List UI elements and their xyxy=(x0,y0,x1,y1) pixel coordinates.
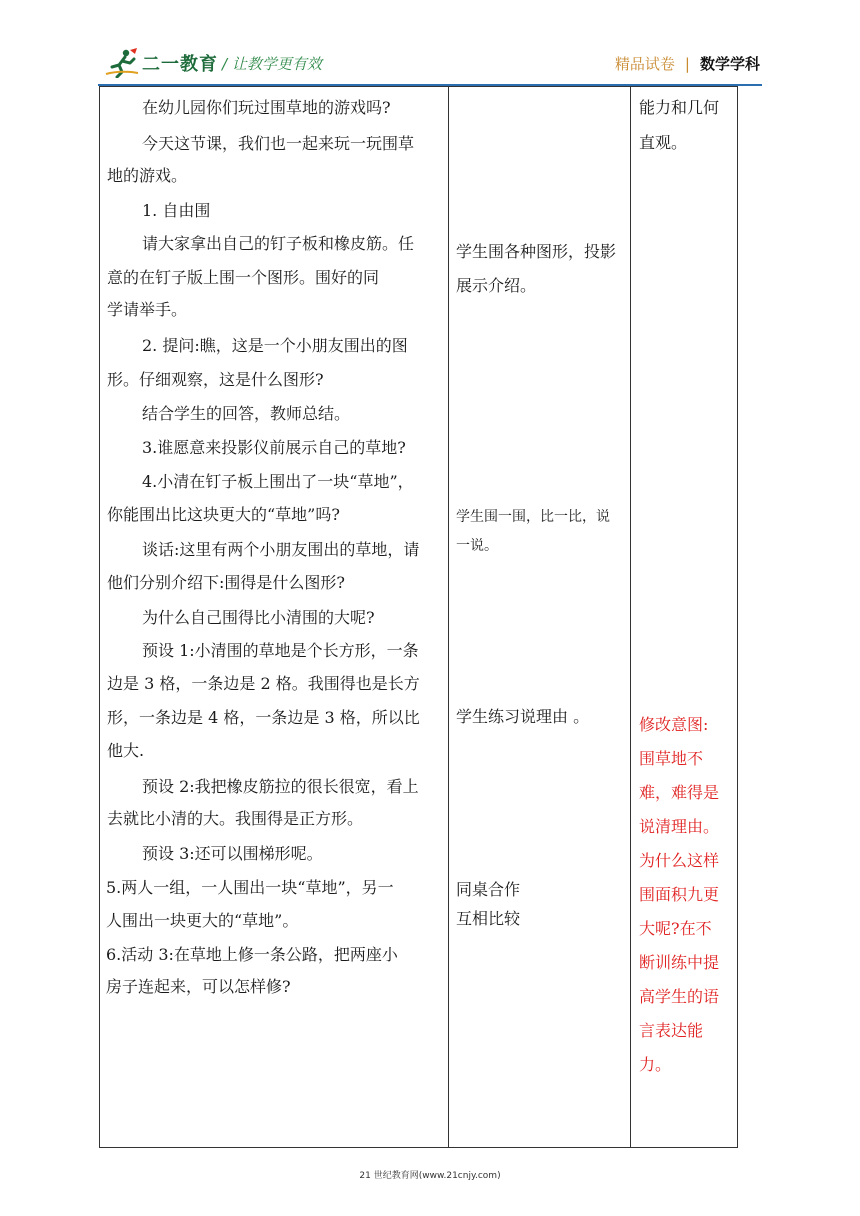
subject-label: 数学学科 xyxy=(699,55,760,73)
text-line: 房子连起来，可以怎样修? xyxy=(106,977,291,996)
lesson-table xyxy=(99,86,738,1148)
design-intent-cell xyxy=(631,87,738,1148)
teacher-activity-cell xyxy=(100,87,449,1148)
red-note-line: 围面积九更 xyxy=(639,885,720,904)
text-line: 能力和几何 xyxy=(639,98,720,117)
logo-text: 二一教育 xyxy=(142,54,218,75)
text-line: 预设 3:还可以围梯形呢。 xyxy=(142,844,323,863)
text-line: 预设 1:小清围的草地是个长方形，一条 xyxy=(142,641,419,660)
text-line: 学请举手。 xyxy=(107,300,188,319)
red-note-line: 围草地不 xyxy=(639,749,704,768)
red-note-line: 难，难得是 xyxy=(639,783,720,802)
text-line: 地的游戏。 xyxy=(107,166,188,185)
header-right xyxy=(615,53,760,74)
text-line: 2. 提问:瞧，这是一个小朋友围出的图 xyxy=(142,336,408,355)
text-line: 去就比小清的大。我围得是正方形。 xyxy=(107,809,364,828)
red-note-line: 为什么这样 xyxy=(639,851,720,870)
text-line: 在幼儿园你们玩过围草地的游戏吗? xyxy=(142,98,391,117)
text-line: 请大家拿出自己的钉子板和橡皮筋。任 xyxy=(142,234,415,253)
text-line: 5.两人一组，一人围出一块“草地”，另一 xyxy=(106,878,394,897)
red-note-line: 修改意图: xyxy=(639,715,709,734)
runner-logo-icon xyxy=(104,48,140,78)
text-line: 直观。 xyxy=(639,133,688,152)
text-line: 谈话:这里有两个小朋友围出的草地，请 xyxy=(142,540,420,559)
text-line: 意的在钉子版上围一个图形。围好的同 xyxy=(107,268,380,287)
red-note-line: 断训练中提 xyxy=(639,953,720,972)
premium-label: 精品试卷 xyxy=(614,55,675,73)
page-header xyxy=(0,0,860,84)
design-intent-text xyxy=(631,87,737,1147)
red-note-line: 高学生的语 xyxy=(639,987,720,1006)
site-logo[interactable] xyxy=(104,46,218,80)
text-line: 互相比较 xyxy=(456,909,521,928)
text-line: 4.小清在钉子板上围出了一块“草地”， xyxy=(142,472,414,491)
student-activity-text xyxy=(449,87,630,1147)
red-note-line: 力。 xyxy=(639,1055,672,1074)
header-divider: | xyxy=(684,54,690,73)
red-note-line: 说清理由。 xyxy=(639,817,720,836)
text-line: 结合学生的回答，教师总结。 xyxy=(142,404,351,423)
text-line: 同桌合作 xyxy=(456,880,521,899)
text-line: 一说。 xyxy=(456,538,498,554)
text-line: 1. 自由围 xyxy=(142,201,211,220)
text-line: 3.谁愿意来投影仪前展示自己的草地? xyxy=(142,438,406,457)
text-line: 6.活动 3:在草地上修一条公路，把两座小 xyxy=(106,945,398,964)
text-line: 今天这节课，我们也一起来玩一玩围草 xyxy=(142,134,415,153)
text-line: 学生围各种图形，投影 xyxy=(456,242,617,261)
text-line: 边是 3 格，一条边是 2 格。我围得也是长方 xyxy=(107,674,420,693)
text-line: 他大. xyxy=(107,741,145,760)
page-footer: 21 世纪教育网(www.21cnjy.com) xyxy=(359,1171,501,1181)
red-note-line: 言表达能 xyxy=(639,1021,704,1040)
text-line: 形，一条边是 4 格，一条边是 3 格，所以比 xyxy=(107,708,420,727)
text-line: 形。仔细观察，这是什么图形? xyxy=(107,370,324,389)
text-line: 展示介绍。 xyxy=(456,276,537,295)
text-line: 人围出一块更大的“草地”。 xyxy=(106,911,299,930)
text-line: 他们分别介绍下:围得是什么图形? xyxy=(107,573,345,592)
text-line: 学生围一围，比一比，说 xyxy=(456,509,610,525)
student-activity-cell xyxy=(449,87,631,1148)
teacher-activity-text xyxy=(100,87,448,1147)
slogan: / 让教学更有效 xyxy=(222,55,322,73)
text-line: 学生练习说理由 。 xyxy=(456,707,590,726)
text-line: 预设 2:我把橡皮筋拉的很长很宽，看上 xyxy=(142,777,419,796)
red-note-line: 大呢?在不 xyxy=(639,919,712,938)
text-line: 为什么自己围得比小清围的大呢? xyxy=(142,608,375,627)
text-line: 你能围出比这块更大的“草地”吗? xyxy=(107,505,340,524)
